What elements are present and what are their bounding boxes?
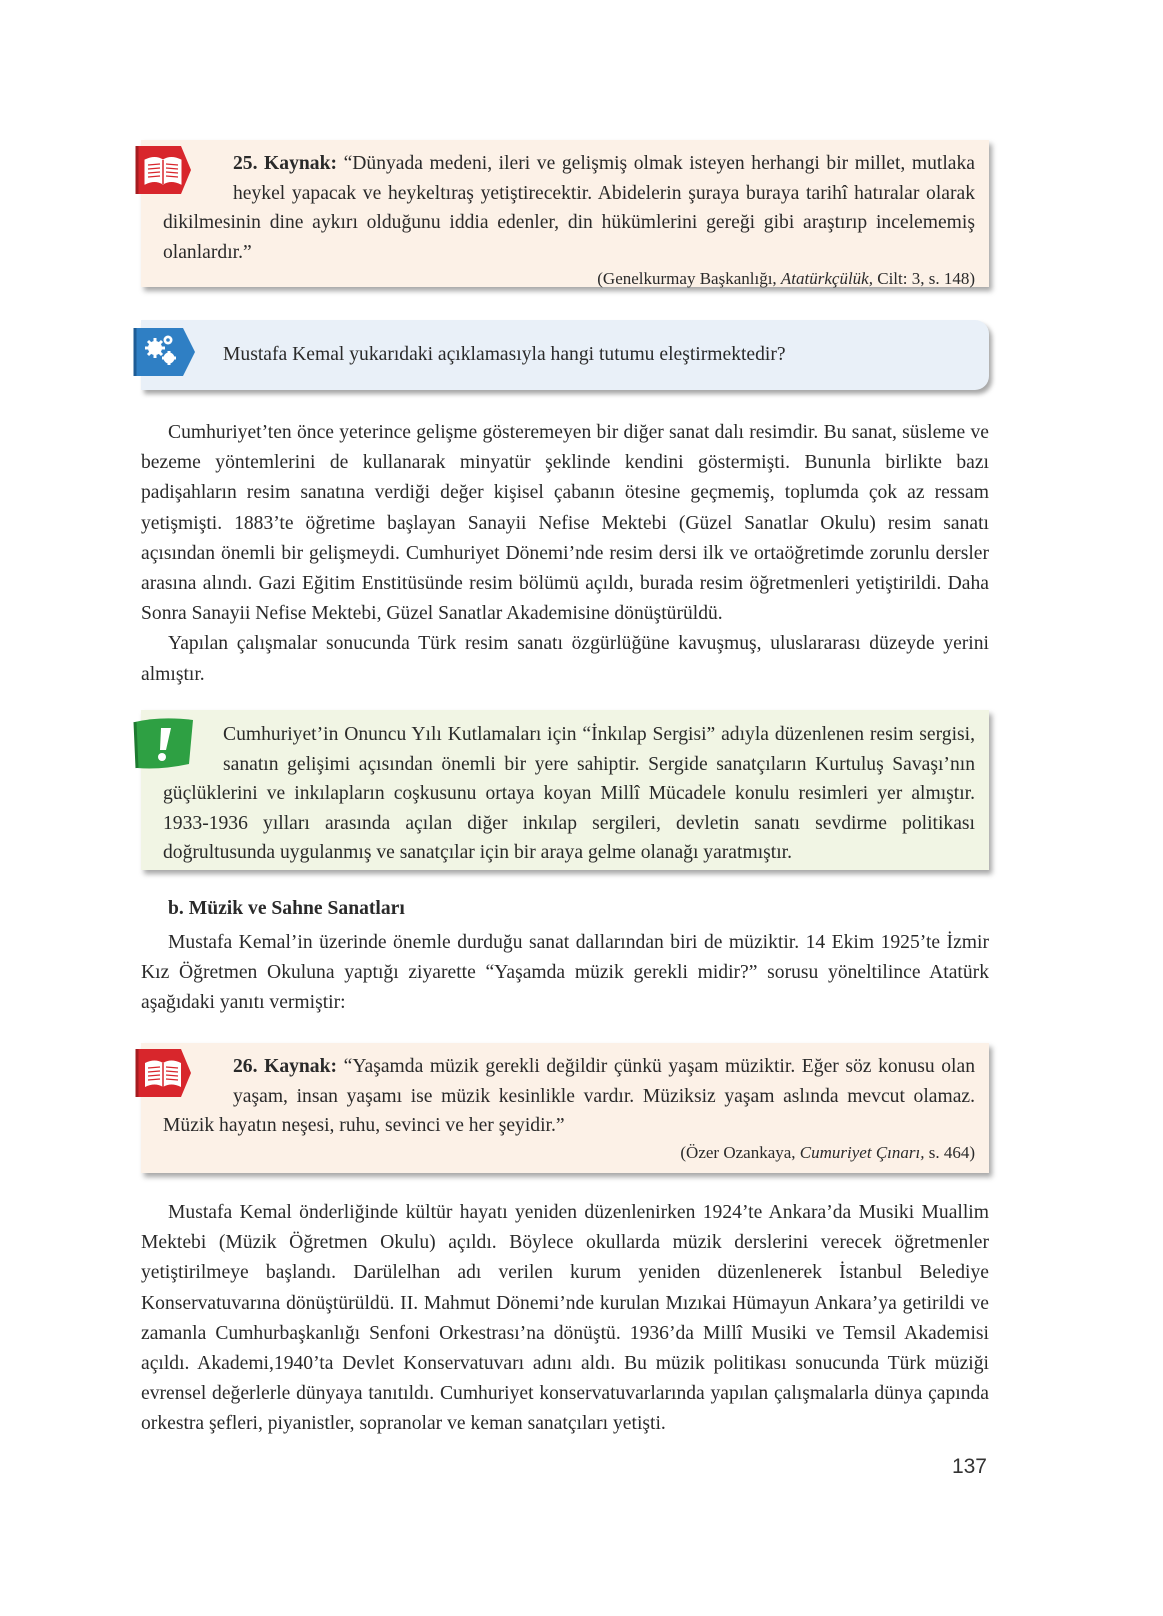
citation-author: (Genelkurmay Başkanlığı, <box>597 269 781 288</box>
paragraph-painting <box>141 418 989 690</box>
open-book-icon <box>133 1045 191 1101</box>
citation-title: Cumuriyet Çınarı, <box>799 1142 925 1162</box>
paragraph-music <box>141 928 989 1019</box>
note-text: Cumhuriyet’in Onuncu Yılı Kutlamaları için “İnkılap Sergisi” adıyla düzenlenen resim sergisi, sanatın gelişimi açısından önemli bir yere sahiptir. Sergide sanatçıların Kurtuluş Savaşı’nın güçlüklerini ve inkılapların coşkusunu ortaya koyan Millî Mücadele konulu resimleri yer almıştır. 1933-1936 yılları arasında açılan diğer inkılap sergileri, devletin sanatı sevdirme politikası doğrultusunda uygulanmış ve sanatçılar için bir araya gelme olanağı yaratmıştır. <box>163 724 975 863</box>
source-26-label: 26. Kaynak: <box>233 1056 338 1077</box>
source-box-26 <box>141 1043 989 1173</box>
source-25-body <box>163 149 975 267</box>
gears-icon <box>133 326 195 378</box>
section-heading: b. Müzik ve Sahne Sanatları <box>168 898 405 919</box>
note-box <box>141 710 989 870</box>
page-number: 137 <box>951 1455 987 1478</box>
paragraph-conservatory <box>141 1198 989 1440</box>
question-text: Mustafa Kemal yukarıdaki açıklamasıyla hangi tutumu eleştirmektedir? <box>223 344 786 365</box>
paragraph-3: Mustafa Kemal’in üzerinde önemle durduğu sanat dallarından biri de müziktir. 14 Ekim 1925’te İzmir Kız Öğretmen Okuluna yaptığı ziyarette “Yaşamda müzik gerekli midir?” sorusu yöneltilince Atatürk aşağıdaki yanıtı vermiştir: <box>141 932 989 1014</box>
source-26-body <box>163 1052 975 1141</box>
question-box <box>141 320 989 390</box>
open-book-icon <box>133 142 191 198</box>
citation-details: s. 464) <box>924 1142 975 1162</box>
source-25-citation <box>141 267 989 291</box>
source-25-label: 25. Kaynak: <box>233 153 337 174</box>
citation-details: Cilt: 3, s. 148) <box>872 269 975 288</box>
paragraph-2: Yapılan çalışmalar sonucunda Türk resim sanatı özgürlüğüne kavuşmuş, uluslararası düzeyde yerini almıştır. <box>141 633 989 685</box>
citation-author: (Özer Ozankaya, <box>680 1142 800 1162</box>
paragraph-4: Mustafa Kemal önderliğinde kültür hayatı yeniden düzenlenirken 1924’te Ankara’da Musiki Muallim Mektebi (Müzik Öğretmen Okulu) açıldı. Böylece okullarda müzik derslerini verecek öğretmenler yetiştirilmeye başlandı. Darülelhan adı verilen kurum yeniden düzenlenerek İstanbul Belediye Konservatuvarına dönüştürüldü. II. Mahmut Dönemi’nde kurulan Mızıkai Hümayun Ankara’ya getirildi ve zamanla Cumhurbaşkanlığı Senfoni Orkestrası’na dönüştü. 1936’da Millî Musiki ve Temsil Akademisi açıldı. Akademi,1940’ta Devlet Konservatuvarı adını aldı. Bu müzik politikası sonucunda Türk müziği evrensel değerlerle dünyaya tanıtıldı. Cumhuriyet konservatuvarlarında yapılan çalışmalarla dünya çapında orkestra şefleri, piyanistler, sopranolar ve keman sanatçıları yetişti. <box>141 1202 989 1435</box>
citation-title: Atatürkçülük, <box>780 269 873 288</box>
source-box-25 <box>141 140 989 287</box>
source-25-text: “Dünyada medeni, ileri ve gelişmiş olmak isteyen herhangi bir millet, mutlaka heykel yapacak ve heykeltıraş yetiştirecektir. Abidelerin şuraya buraya tarihî hatıralar olarak dikilmesinin dine aykırı olduğunu iddia edenler, din hükümlerini gereği gibi araştırıp incelememiş olanlardır.” <box>163 153 975 263</box>
source-26-citation <box>141 1141 989 1165</box>
source-26-text: “Yaşamda müzik gerekli değildir çünkü yaşam müziktir. Eğer söz konusu olan yaşam, insan yaşamı ise müzik kesinlikle vardır. Müziksiz yaşam aslında mevcut olamaz. Müzik hayatın neşesi, ruhu, sevinci ve her şeyidir.” <box>163 1056 975 1136</box>
exclamation-icon <box>131 716 197 774</box>
paragraph-1: Cumhuriyet’ten önce yeterince gelişme gösteremeyen bir diğer sanat dalı resimdir. Bu sanat, süsleme ve bezeme yöntemlerini de kullanarak minyatür şeklinde kendini göstermişti. Bununla birlikte bazı padişahların resim sanatına verdiği değer kişisel çabanın ötesine geçmemiş, toplumda çok az ressam yetişmişti. 1883’te öğretime başlayan Sanayii Nefise Mektebi (Güzel Sanatlar Okulu) resim sanatı açısından önemli bir gelişmeydi. Cumhuriyet Dönemi’nde resim dersi ilk ve ortaöğretimde zorunlu dersler arasına alındı. Gazi Eğitim Enstitüsünde resim bölümü açıldı, burada resim öğretmenleri yetiştirildi. Daha Sonra Sanayii Nefise Mektebi, Güzel Sanatlar Akademisine dönüştürüldü. <box>141 422 989 625</box>
